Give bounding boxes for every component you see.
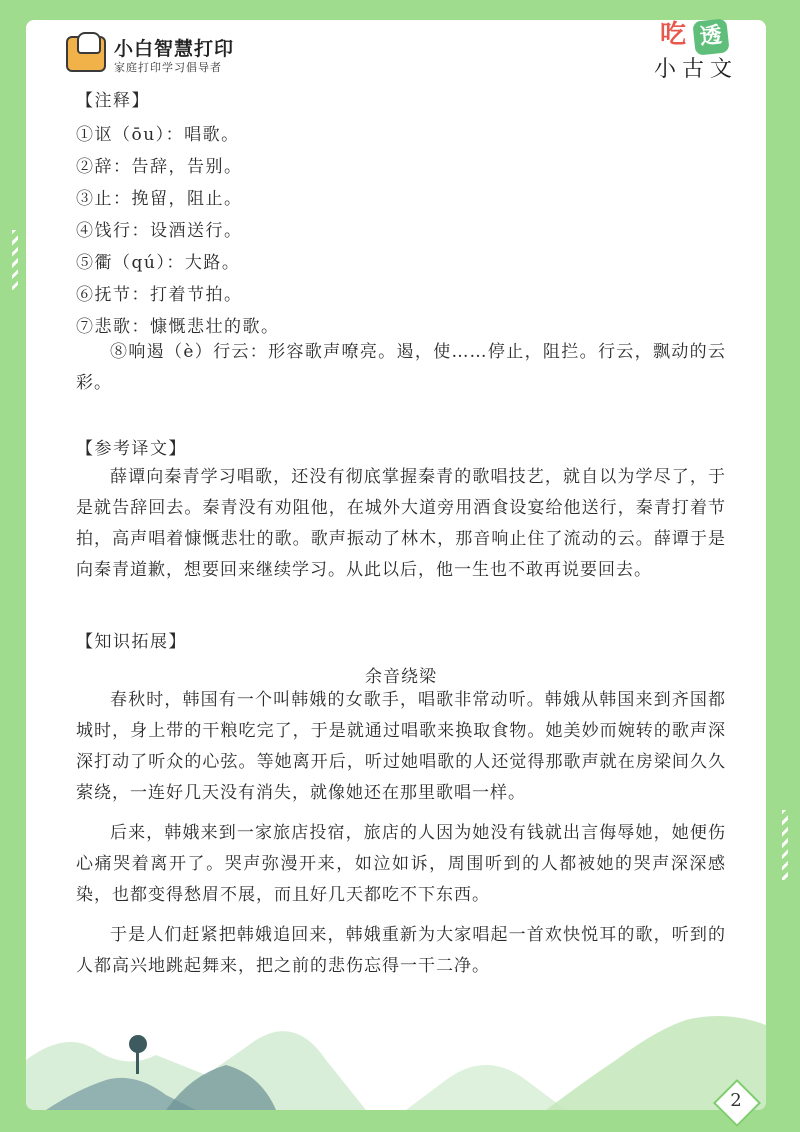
extension-heading: 【知识拓展】 (76, 632, 187, 652)
note-item: ③止：挽留，阻止。 (76, 189, 243, 209)
logo-subtitle: 家庭打印学习倡导者 (114, 61, 222, 74)
note-item: ⑧响遏（è）行云：形容歌声嘹亮。遏，使……停止，阻拦。行云，飘动的云彩。 (76, 342, 726, 393)
extension-paragraph: 春秋时，韩国有一个叫韩娥的女歌手，唱歌非常动听。韩娥从韩国来到齐国都城时，身上带的干粮吃完了，于是就通过唱歌来换取食物。她美妙而婉转的歌声深深打动了听众的心弦。等她离开后，听过她唱歌的人还觉得那歌声就在房梁间久久萦绕，一连好几天没有消失，就像她还在那里歌唱一样。 (76, 690, 726, 803)
page-number: 2 (730, 1090, 742, 1111)
translation-text: 薛谭向秦青学习唱歌，还没有彻底掌握秦青的歌唱技艺，就自以为学尽了，于是就告辞回去。秦青没有劝阻他，在城外大道旁用酒食设宴给他送行，秦青打着节拍，高声唱着慷慨悲壮的歌。歌声振动了林木，那音响止住了流动的云。薛谭于是向秦青道歉，想要回来继续学习。从此以后，他一生也不敢再说要回去。 (76, 467, 726, 580)
logo-title: 小白智慧打印 (114, 38, 235, 60)
note-item: ⑥抚节：打着节拍。 (76, 285, 243, 305)
brand-title: 小古文 (654, 57, 739, 82)
note-item: ①讴（ōu）：唱歌。 (76, 125, 240, 145)
left-accent-stripes (12, 230, 18, 290)
brand-char-2: 透 (692, 18, 729, 55)
extension-paragraph: 于是人们赶紧把韩娥追回来，韩娥重新为大家唱起一首欢快悦耳的歌，听到的人都高兴地跳起舞来，把之前的悲伤忘得一干二净。 (76, 925, 726, 976)
extension-paragraph: 后来，韩娥来到一家旅店投宿，旅店的人因为她没有钱就出言侮辱她，她便伤心痛哭着离开了。哭声弥漫开来，如泣如诉，周围听到的人都被她的哭声深深感染，也都变得愁眉不展，而且好几天都吃不下东西。 (76, 823, 726, 905)
note-item: ⑤衢（qú）：大路。 (76, 253, 241, 273)
page-number-badge (716, 1082, 756, 1122)
brand-char-1: 吃 (660, 20, 687, 50)
brand-mark (620, 14, 770, 84)
extension-title: 余音绕梁 (365, 667, 437, 687)
right-accent-stripes (782, 810, 788, 880)
note-item: ②辞：告辞，告别。 (76, 157, 243, 177)
logo-icon (66, 36, 106, 72)
printer-logo (66, 32, 266, 80)
notes-heading: 【注释】 (76, 91, 150, 111)
translation-heading: 【参考译文】 (76, 439, 187, 459)
note-item: ④饯行：设酒送行。 (76, 221, 243, 241)
note-item: ⑦悲歌：慷慨悲壮的歌。 (76, 317, 280, 337)
